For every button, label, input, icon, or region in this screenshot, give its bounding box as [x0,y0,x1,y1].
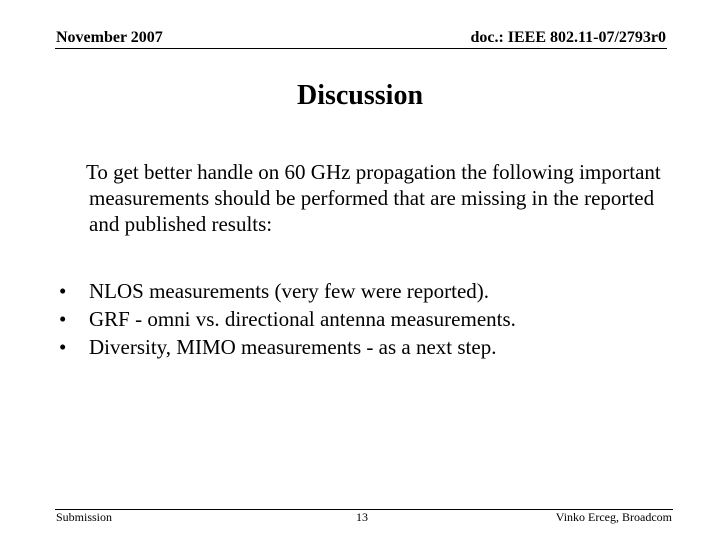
bullet-list [59,277,689,361]
footer-author: Vinko Erceg, Broadcom [555,510,672,524]
bullet-item [59,305,689,333]
bullet-icon: • [59,279,67,303]
bullet-text: NLOS measurements (very few were reported). [89,279,490,303]
footer-submission: Submission [56,510,113,524]
header-date: November 2007 [56,29,163,46]
footer-page-number: 13 [356,510,368,524]
header-doc-id: doc.: IEEE 802.11-07/2793r0 [470,29,666,46]
intro-paragraph: To get better handle on 60 GHz propagation the following important measurements should be performed that are missing in the reported and published results: [86,160,661,236]
bullet-icon: • [59,307,67,331]
bullet-icon: • [59,335,67,359]
slide-title: Discussion [296,80,424,111]
bullet-item [59,333,689,361]
bullet-text: Diversity, MIMO measurements - as a next step. [89,335,497,359]
header-divider [55,48,667,49]
bullet-item [59,277,689,305]
bullet-text: GRF - omni vs. directional antenna measurements. [89,307,516,331]
